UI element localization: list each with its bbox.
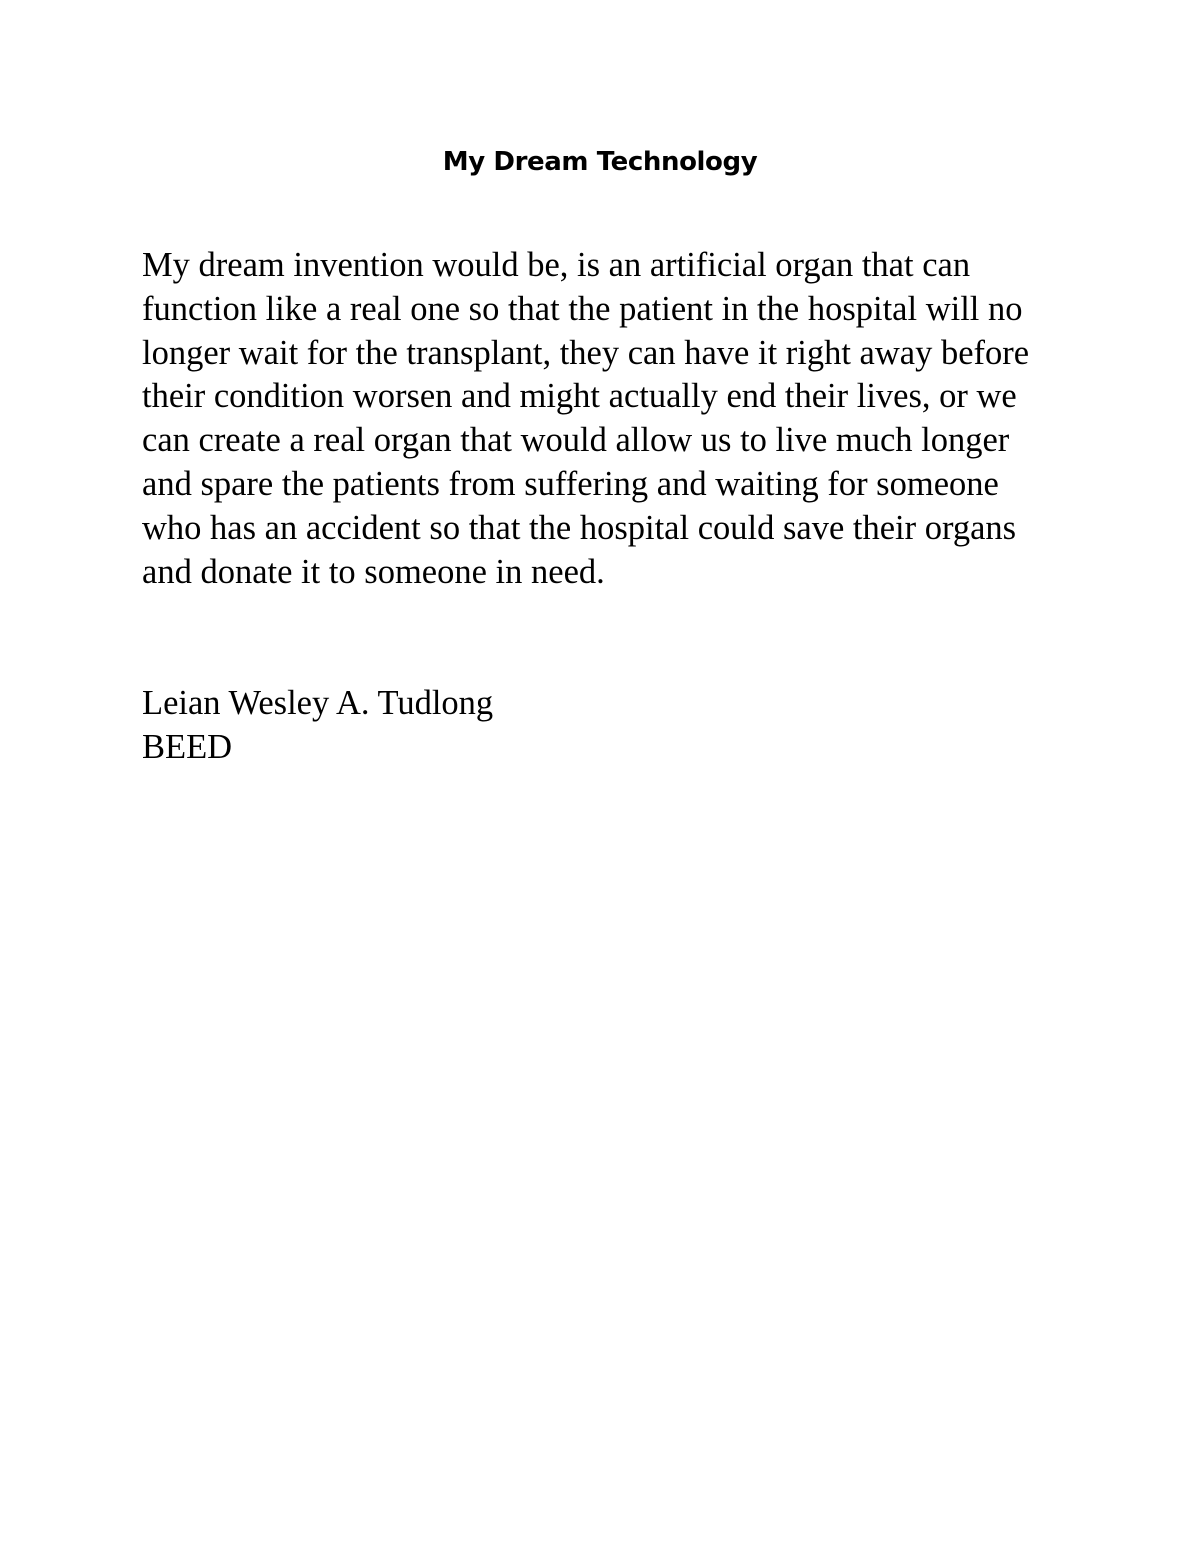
paragraph-line: who has an accident so that the hospital could save their organs xyxy=(142,508,1017,547)
paragraph-line: their condition worsen and might actually end their lives, or we xyxy=(142,377,1017,416)
paragraph-line: function like a real one so that the patient in the hospital will no xyxy=(142,289,1023,328)
paragraph-line: can create a real organ that would allow us to live much longer xyxy=(142,421,1010,460)
paragraph-line: and donate it to someone in need. xyxy=(142,552,605,591)
author-course: BEED xyxy=(142,727,233,766)
paragraph-line: longer wait for the transplant, they can have it right away before xyxy=(142,333,1030,372)
essay-paragraph xyxy=(142,244,1082,594)
author-signature-block xyxy=(142,682,1042,770)
author-name: Leian Wesley A. Tudlong xyxy=(142,684,494,722)
paragraph-line: My dream invention would be, is an artificial organ that can xyxy=(142,246,971,284)
document-title: My Dream Technology xyxy=(442,147,758,177)
paragraph-line: and spare the patients from suffering and waiting for someone xyxy=(142,464,999,503)
